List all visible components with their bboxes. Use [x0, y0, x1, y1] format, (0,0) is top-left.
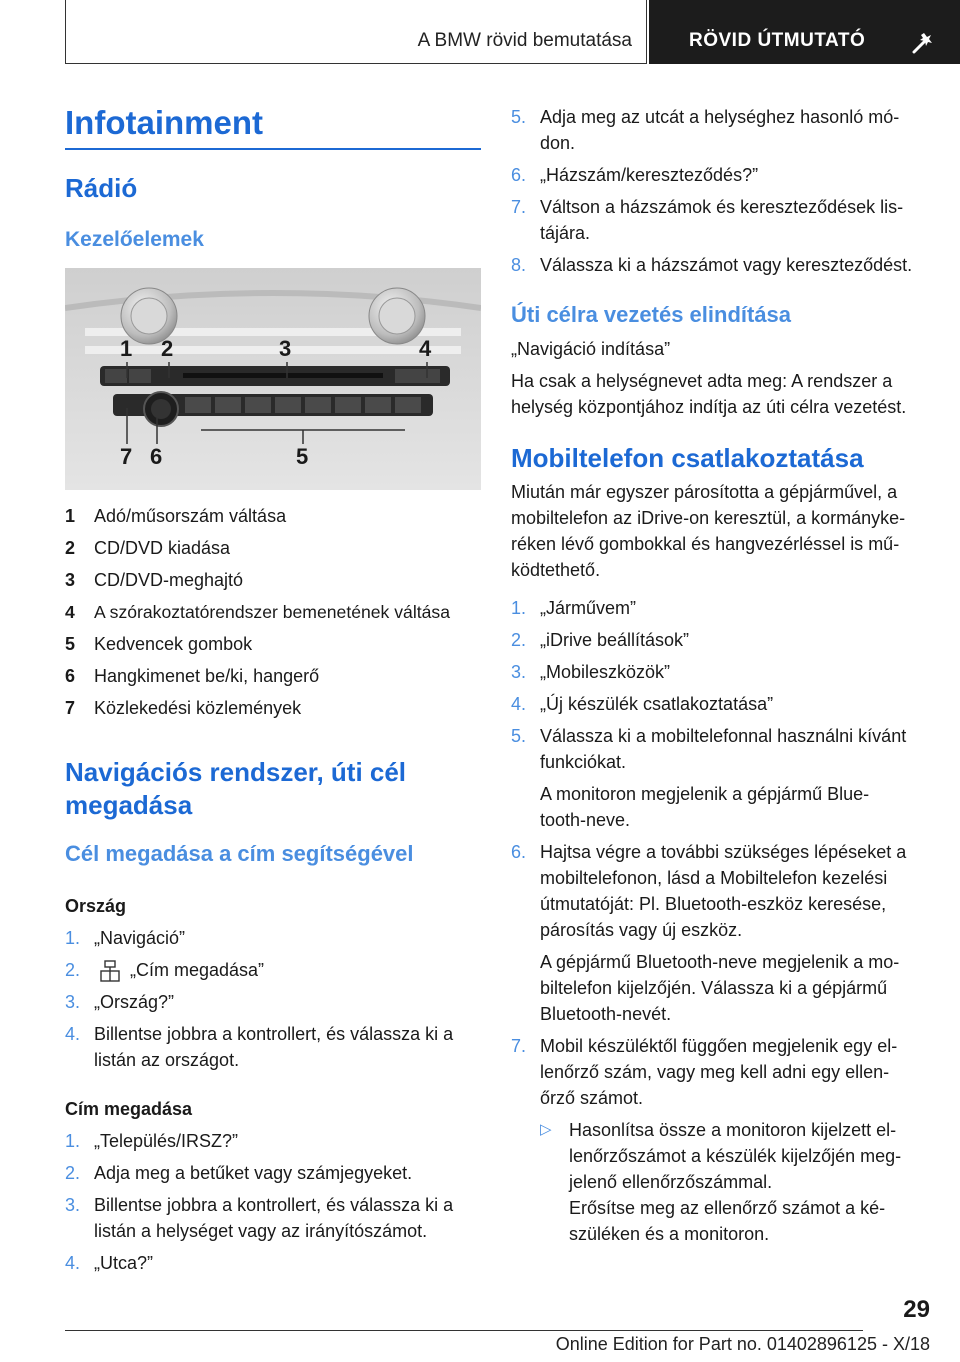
address-input-heading: Cím megadása	[65, 1099, 193, 1119]
figure-label-5: 5	[296, 444, 309, 469]
phone-paragraph-line1: Miután már egyszer párosította a gépjárművel, a	[511, 482, 898, 502]
start-paragraph-1: „Navigáció indítása”	[511, 339, 671, 359]
section-title: RÖVID ÚTMUTATÓ	[689, 30, 866, 51]
start-guidance-heading: Úti célra vezetés elindítása	[511, 302, 792, 327]
figure-label-7: 7	[120, 444, 133, 469]
start-paragraph-2-line1: Ha csak a helységnevet adta meg: A rendszer a	[511, 371, 893, 391]
quick-guide-icon	[911, 30, 935, 54]
page-title: Infotainment	[65, 104, 263, 141]
triangle-bullet-icon: ▷	[540, 1121, 552, 1138]
phone-paragraph-line4: ködtethető.	[511, 560, 601, 580]
title-rule	[65, 148, 481, 150]
footer-rule	[65, 1330, 863, 1331]
figure-label-6: 6	[150, 444, 163, 469]
page-number: 29	[903, 1296, 930, 1323]
phone-paragraph-line3: réken lévő gombokkal és hangvezérléssel is mű-	[511, 534, 900, 554]
address-heading: Cél megadása a cím segítségével	[65, 841, 414, 866]
phone-heading: Mobiltelefon csatlakoztatása	[511, 443, 864, 473]
controls-heading: Kezelőelemek	[65, 228, 204, 251]
chapter-title: A BMW rövid bemutatása	[417, 30, 632, 51]
destination-icon	[99, 960, 121, 982]
section-tab	[649, 0, 960, 64]
radio-controls-figure	[65, 268, 481, 490]
radio-heading: Rádió	[65, 173, 138, 203]
country-heading: Ország	[65, 896, 127, 916]
figure-label-2: 2	[161, 336, 174, 361]
radio-panel-illustration	[65, 268, 481, 490]
figure-label-4: 4	[419, 336, 432, 361]
navigation-heading-line2: megadása	[65, 790, 193, 820]
figure-label-3: 3	[279, 336, 292, 361]
chapter-tab	[65, 0, 647, 64]
page-header	[65, 0, 960, 64]
figure-label-1: 1	[120, 336, 133, 361]
phone-paragraph-line2: mobiltelefon az iDrive-on keresztül, a kormányke-	[511, 508, 906, 528]
navigation-heading-line1: Navigációs rendszer, úti cél	[65, 757, 407, 787]
edition-footer: Online Edition for Part no. 01402896125 - X/18	[555, 1334, 930, 1354]
start-paragraph-2-line2: helység központjához indítja az úti célra vezetést.	[511, 397, 907, 417]
